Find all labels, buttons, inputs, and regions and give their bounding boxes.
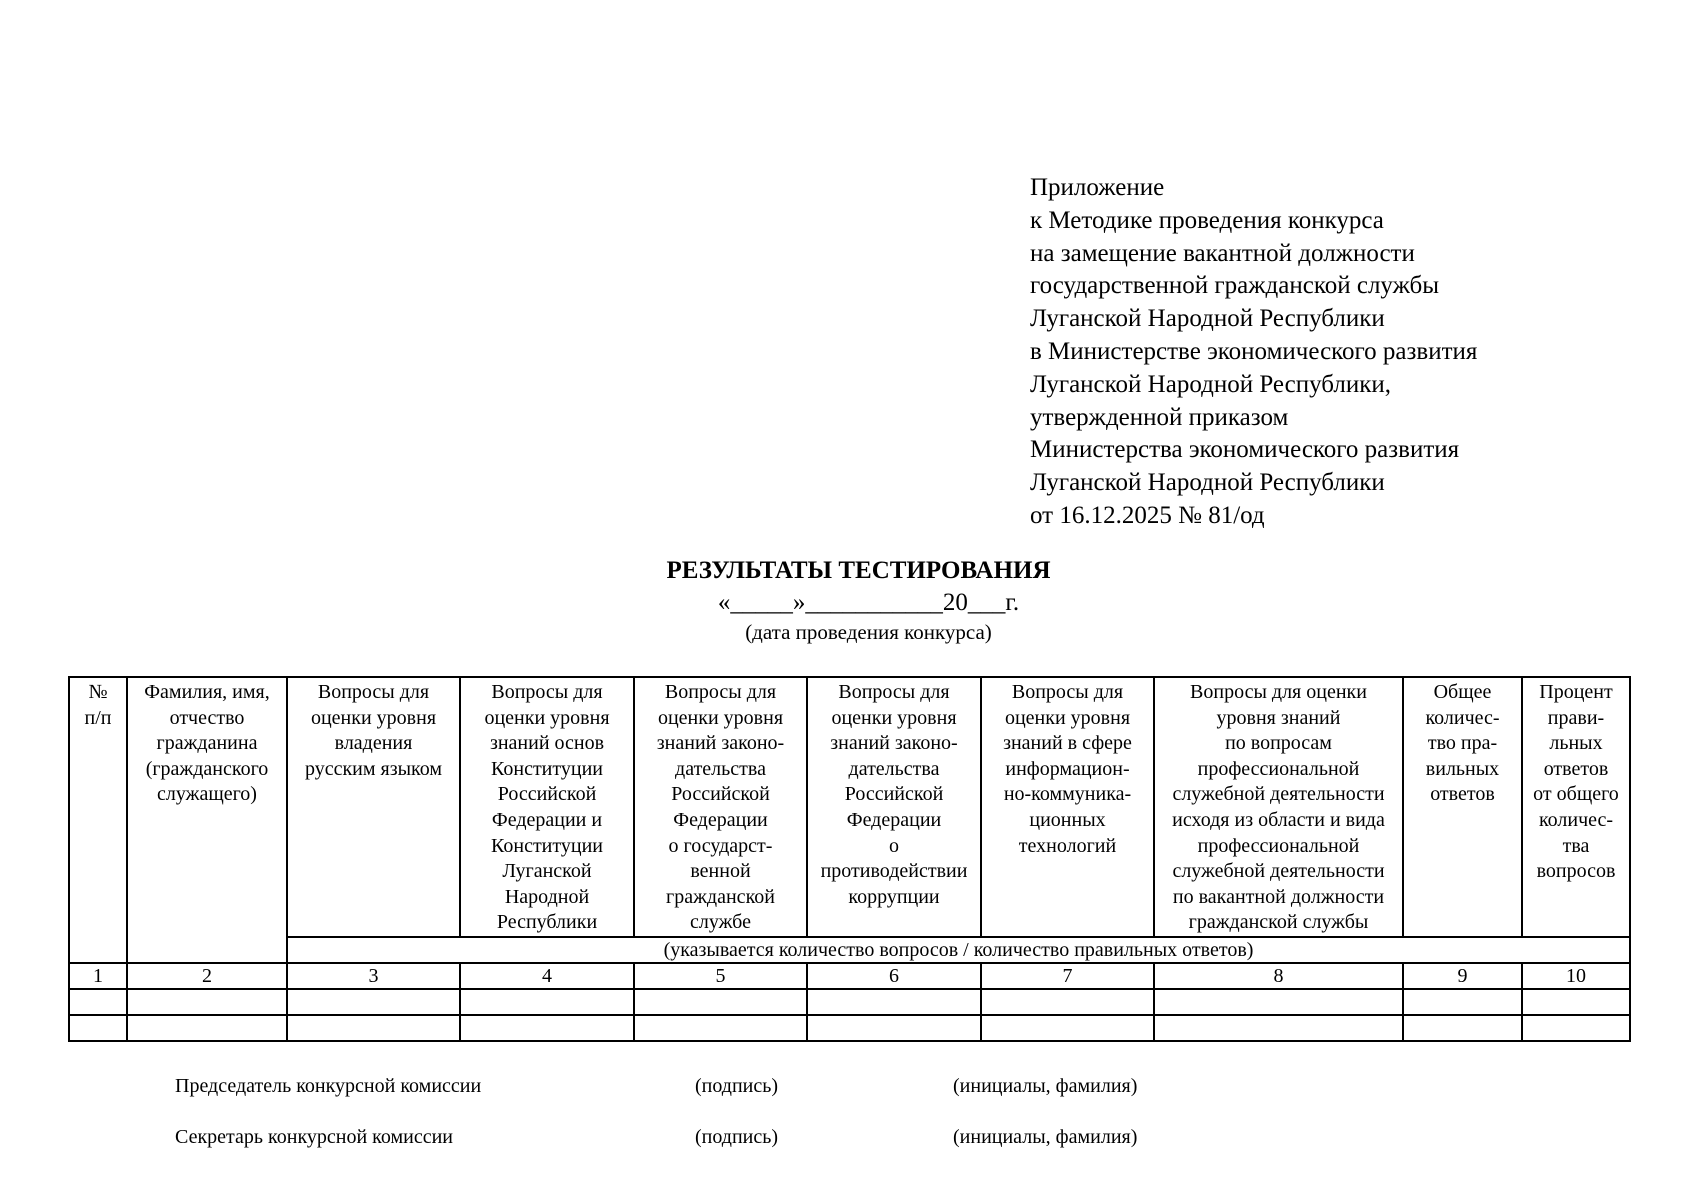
header-cell xyxy=(981,677,1154,937)
header-cell xyxy=(1154,677,1403,937)
column-number: 2 xyxy=(127,963,287,989)
column-number: 7 xyxy=(981,963,1154,989)
table-cell xyxy=(981,989,1154,1015)
table-cell xyxy=(807,989,981,1015)
column-number-row xyxy=(69,963,1630,989)
table-cell xyxy=(127,1015,287,1041)
column-number: 1 xyxy=(69,963,127,989)
table-row xyxy=(69,1015,1630,1041)
header-text: Вопросы для оценки уровня знаний законо- дательства Российской Федерации о государст- венной гражданской службе xyxy=(656,681,785,934)
title-block xyxy=(0,555,1697,645)
table-cell xyxy=(460,989,634,1015)
signature-placeholder: (подпись) xyxy=(695,1126,779,1148)
table-cell xyxy=(981,1015,1154,1041)
header-cell xyxy=(287,677,460,937)
table-row xyxy=(69,989,1630,1015)
appendix-line: государственной гражданской службы xyxy=(1030,272,1440,300)
results-table xyxy=(68,676,1631,1042)
table-cell xyxy=(127,989,287,1015)
appendix-line: Приложение xyxy=(1030,174,1165,201)
appendix-line: на замещение вакантной должности xyxy=(1030,239,1415,267)
appendix-line: от 16.12.2025 № 81/од xyxy=(1030,501,1265,529)
header-text: Общее количес- тво пра- вильных ответов xyxy=(1425,681,1500,806)
header-cell xyxy=(1403,677,1522,937)
signature-role: Секретарь конкурсной комиссии xyxy=(175,1126,453,1148)
header-cell xyxy=(634,677,807,937)
column-number: 9 xyxy=(1403,963,1522,989)
table-cell xyxy=(460,1015,634,1041)
signature-placeholder: (подпись) xyxy=(695,1075,779,1097)
table-cell xyxy=(287,1015,460,1041)
header-text: Вопросы для оценки уровня владения русским языком xyxy=(304,681,443,780)
appendix-line: в Министерстве экономического развития xyxy=(1030,337,1478,365)
date-line: «_____»___________20___г. xyxy=(717,589,1020,616)
column-number: 8 xyxy=(1154,963,1403,989)
header-cell xyxy=(807,677,981,937)
table-cell xyxy=(1522,989,1630,1015)
table-cell xyxy=(807,1015,981,1041)
table-cell xyxy=(1403,989,1522,1015)
column-number: 4 xyxy=(460,963,634,989)
table-header-row xyxy=(69,677,1630,937)
table-cell xyxy=(1522,1015,1630,1041)
name-placeholder: (инициалы, фамилия) xyxy=(953,1126,1138,1148)
header-text: Фамилия, имя, отчество гражданина (гражданского служащего) xyxy=(144,681,270,806)
appendix-line: Министерства экономического развития xyxy=(1030,436,1460,464)
header-cell xyxy=(127,677,287,963)
header-cell xyxy=(69,677,127,963)
header-text: Вопросы для оценки уровня знаний законо- дательства Российской Федерации о противодействии коррупции xyxy=(820,681,968,908)
header-text: Вопросы для оценки уровня знаний по вопросам профессиональной служебной деятельности исходя из области и вида профессиональной служебной деятельности по вакантной должности гражданской службы xyxy=(1172,681,1385,934)
table-cell xyxy=(1154,1015,1403,1041)
appendix-line: к Методике проведения конкурса xyxy=(1030,206,1384,234)
table-note-row xyxy=(69,937,1630,963)
table-cell xyxy=(634,1015,807,1041)
header-cell xyxy=(460,677,634,937)
date-caption: (дата проведения конкурса) xyxy=(745,620,992,644)
appendix-line: Луганской Народной Республики xyxy=(1030,469,1385,497)
table-cell xyxy=(287,989,460,1015)
header-text: № п/п xyxy=(84,681,112,729)
column-number: 3 xyxy=(287,963,460,989)
column-number: 10 xyxy=(1522,963,1630,989)
document-title: РЕЗУЛЬТАТЫ ТЕСТИРОВАНИЯ xyxy=(666,557,1051,584)
signature-role: Председатель конкурсной комиссии xyxy=(175,1075,482,1097)
column-number: 5 xyxy=(634,963,807,989)
header-text: Процент прави- льных ответов от общего количес- тва вопросов xyxy=(1533,681,1619,883)
header-text: Вопросы для оценки уровня знаний основ Конституции Российской Федерации и Конституции Луганской Народной Республики xyxy=(484,681,610,934)
header-text: Вопросы для оценки уровня знаний в сфере информацион- но-коммуника- ционных технологий xyxy=(1003,681,1132,857)
table-note: (указывается количество вопросов / количество правильных ответов) xyxy=(287,937,1630,963)
appendix-block xyxy=(1030,172,1477,533)
table-cell xyxy=(69,989,127,1015)
appendix-line: Луганской Народной Республики xyxy=(1030,305,1385,333)
table-cell xyxy=(1403,1015,1522,1041)
table-cell xyxy=(69,1015,127,1041)
appendix-line: утвержденной приказом xyxy=(1030,403,1289,431)
column-number: 6 xyxy=(807,963,981,989)
name-placeholder: (инициалы, фамилия) xyxy=(953,1075,1138,1097)
appendix-line: Луганской Народной Республики, xyxy=(1030,370,1391,398)
table-cell xyxy=(1154,989,1403,1015)
header-cell xyxy=(1522,677,1630,937)
table-cell xyxy=(634,989,807,1015)
